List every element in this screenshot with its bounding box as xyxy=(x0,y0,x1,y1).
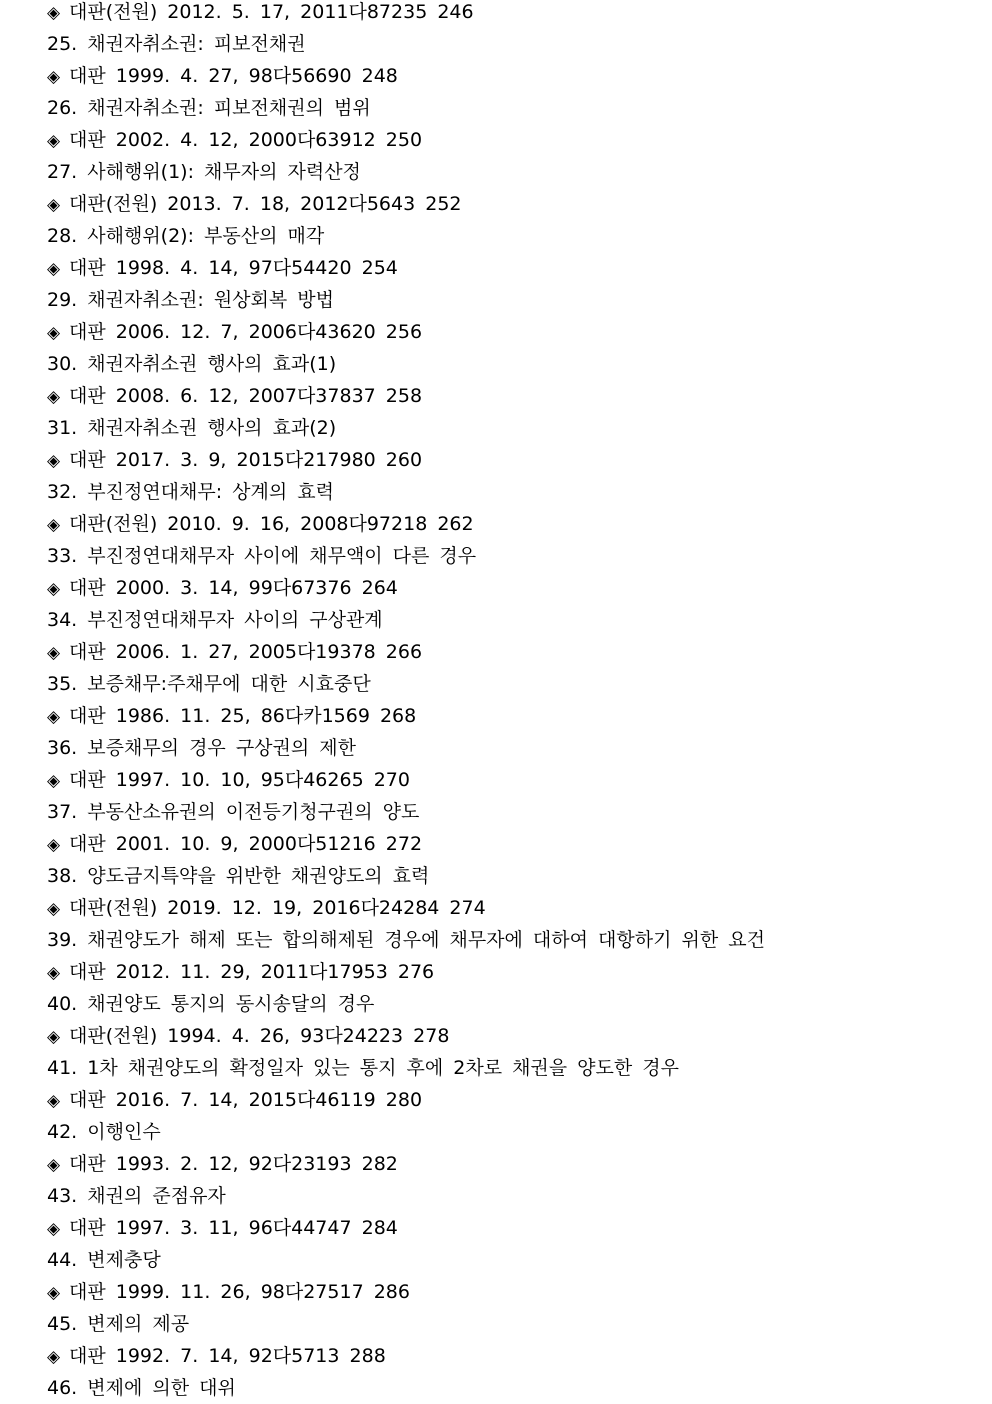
case-citation-line xyxy=(47,508,967,540)
section-heading-text: 42. 이행인수 xyxy=(47,1121,161,1143)
case-citation-line xyxy=(47,1340,967,1372)
section-heading-line xyxy=(47,348,967,380)
section-heading-text: 43. 채권의 준점유자 xyxy=(47,1185,226,1207)
section-heading-line xyxy=(47,1244,967,1276)
section-heading-line xyxy=(47,860,967,892)
case-citation-line xyxy=(47,1276,967,1308)
case-citation-line xyxy=(47,1084,967,1116)
case-citation-line xyxy=(47,1148,967,1180)
section-heading-line xyxy=(47,284,967,316)
section-heading-text: 45. 변제의 제공 xyxy=(47,1313,190,1335)
case-citation-line xyxy=(47,252,967,284)
case-citation-line xyxy=(47,60,967,92)
section-heading-text: 34. 부진정연대채무자 사이의 구상관계 xyxy=(47,609,383,631)
case-citation-text: 대판 2006. 12. 7, 2006다43620 256 xyxy=(69,321,423,343)
diamond-bullet-icon: ◈ xyxy=(47,515,61,535)
diamond-bullet-icon: ◈ xyxy=(47,1027,61,1047)
case-citation-text: 대판 1997. 3. 11, 96다44747 284 xyxy=(69,1217,398,1239)
diamond-bullet-icon: ◈ xyxy=(47,1091,61,1111)
diamond-bullet-icon: ◈ xyxy=(47,643,61,663)
section-heading-line xyxy=(47,796,967,828)
case-citation-text: 대판 1998. 4. 14, 97다54420 254 xyxy=(69,257,398,279)
section-heading-line xyxy=(47,412,967,444)
case-citation-text: 대판 2000. 3. 14, 99다67376 264 xyxy=(69,577,398,599)
case-citation-line xyxy=(47,1212,967,1244)
section-heading-text: 29. 채권자취소권: 원상회복 방법 xyxy=(47,289,334,311)
section-heading-text: 40. 채권양도 통지의 동시송달의 경우 xyxy=(47,993,375,1015)
section-heading-line xyxy=(47,1052,967,1084)
case-citation-line xyxy=(47,764,967,796)
diamond-bullet-icon: ◈ xyxy=(47,1347,61,1367)
case-citation-text: 대판 1992. 7. 14, 92다5713 288 xyxy=(69,1345,386,1367)
case-citation-text: 대판 2012. 11. 29, 2011다17953 276 xyxy=(69,961,435,983)
section-heading-line xyxy=(47,924,967,956)
section-heading-text: 30. 채권자취소권 행사의 효과(1) xyxy=(47,353,337,375)
case-citation-line xyxy=(47,828,967,860)
case-citation-line xyxy=(47,124,967,156)
section-heading-line xyxy=(47,988,967,1020)
case-citation-text: 대판 1999. 11. 26, 98다27517 286 xyxy=(69,1281,410,1303)
section-heading-line xyxy=(47,540,967,572)
table-of-contents xyxy=(47,0,967,1404)
section-heading-line xyxy=(47,476,967,508)
section-heading-text: 25. 채권자취소권: 피보전채권 xyxy=(47,33,306,55)
section-heading-line xyxy=(47,1372,967,1404)
case-citation-text: 대판 1993. 2. 12, 92다23193 282 xyxy=(69,1153,398,1175)
case-citation-line xyxy=(47,636,967,668)
section-heading-text: 31. 채권자취소권 행사의 효과(2) xyxy=(47,417,337,439)
case-citation-line xyxy=(47,188,967,220)
diamond-bullet-icon: ◈ xyxy=(47,1219,61,1239)
diamond-bullet-icon: ◈ xyxy=(47,67,61,87)
case-citation-line xyxy=(47,700,967,732)
case-citation-text: 대판 2016. 7. 14, 2015다46119 280 xyxy=(69,1089,423,1111)
diamond-bullet-icon: ◈ xyxy=(47,771,61,791)
section-heading-line xyxy=(47,604,967,636)
case-citation-text: 대판(전원) 1994. 4. 26, 93다24223 278 xyxy=(69,1025,450,1047)
case-citation-line xyxy=(47,1020,967,1052)
case-citation-text: 대판(전원) 2013. 7. 18, 2012다5643 252 xyxy=(69,193,462,215)
case-citation-text: 대판(전원) 2012. 5. 17, 2011다87235 246 xyxy=(69,1,474,23)
diamond-bullet-icon: ◈ xyxy=(47,1283,61,1303)
diamond-bullet-icon: ◈ xyxy=(47,195,61,215)
section-heading-text: 27. 사해행위(1): 채무자의 자력산정 xyxy=(47,161,361,183)
case-citation-line xyxy=(47,380,967,412)
section-heading-line xyxy=(47,1180,967,1212)
section-heading-text: 39. 채권양도가 해제 또는 합의해제된 경우에 채무자에 대하여 대항하기 위한 요건 xyxy=(47,929,765,951)
case-citation-text: 대판 2017. 3. 9, 2015다217980 260 xyxy=(69,449,423,471)
case-citation-text: 대판 2006. 1. 27, 2005다19378 266 xyxy=(69,641,423,663)
case-citation-line xyxy=(47,956,967,988)
section-heading-text: 35. 보증채무:주채무에 대한 시효중단 xyxy=(47,673,371,695)
case-citation-line xyxy=(47,0,967,28)
diamond-bullet-icon: ◈ xyxy=(47,1155,61,1175)
diamond-bullet-icon: ◈ xyxy=(47,387,61,407)
diamond-bullet-icon: ◈ xyxy=(47,323,61,343)
case-citation-text: 대판 2008. 6. 12, 2007다37837 258 xyxy=(69,385,423,407)
section-heading-line xyxy=(47,220,967,252)
section-heading-text: 41. 1차 채권양도의 확정일자 있는 통지 후에 2차로 채권을 양도한 경우 xyxy=(47,1057,679,1079)
case-citation-text: 대판(전원) 2019. 12. 19, 2016다24284 274 xyxy=(69,897,486,919)
case-citation-text: 대판 1986. 11. 25, 86다카1569 268 xyxy=(69,705,417,727)
case-citation-text: 대판 2002. 4. 12, 2000다63912 250 xyxy=(69,129,423,151)
section-heading-text: 33. 부진정연대채무자 사이에 채무액이 다른 경우 xyxy=(47,545,477,567)
diamond-bullet-icon: ◈ xyxy=(47,707,61,727)
section-heading-text: 26. 채권자취소권: 피보전채권의 범위 xyxy=(47,97,371,119)
case-citation-line xyxy=(47,316,967,348)
diamond-bullet-icon: ◈ xyxy=(47,259,61,279)
diamond-bullet-icon: ◈ xyxy=(47,3,61,23)
diamond-bullet-icon: ◈ xyxy=(47,131,61,151)
case-citation-text: 대판 1997. 10. 10, 95다46265 270 xyxy=(69,769,410,791)
case-citation-line xyxy=(47,444,967,476)
case-citation-text: 대판 2001. 10. 9, 2000다51216 272 xyxy=(69,833,423,855)
section-heading-text: 32. 부진정연대채무: 상계의 효력 xyxy=(47,481,334,503)
diamond-bullet-icon: ◈ xyxy=(47,899,61,919)
diamond-bullet-icon: ◈ xyxy=(47,835,61,855)
section-heading-line xyxy=(47,668,967,700)
case-citation-line xyxy=(47,572,967,604)
section-heading-text: 38. 양도금지특약을 위반한 채권양도의 효력 xyxy=(47,865,430,887)
section-heading-text: 28. 사해행위(2): 부동산의 매각 xyxy=(47,225,325,247)
section-heading-line xyxy=(47,1308,967,1340)
section-heading-text: 44. 변제충당 xyxy=(47,1249,161,1271)
section-heading-text: 36. 보증채무의 경우 구상권의 제한 xyxy=(47,737,356,759)
section-heading-line xyxy=(47,1116,967,1148)
section-heading-text: 46. 변제에 의한 대위 xyxy=(47,1377,236,1399)
case-citation-line xyxy=(47,892,967,924)
section-heading-line xyxy=(47,732,967,764)
section-heading-line xyxy=(47,28,967,60)
case-citation-text: 대판(전원) 2010. 9. 16, 2008다97218 262 xyxy=(69,513,474,535)
diamond-bullet-icon: ◈ xyxy=(47,451,61,471)
section-heading-line xyxy=(47,156,967,188)
case-citation-text: 대판 1999. 4. 27, 98다56690 248 xyxy=(69,65,398,87)
diamond-bullet-icon: ◈ xyxy=(47,579,61,599)
diamond-bullet-icon: ◈ xyxy=(47,963,61,983)
section-heading-text: 37. 부동산소유권의 이전등기청구권의 양도 xyxy=(47,801,420,823)
section-heading-line xyxy=(47,92,967,124)
